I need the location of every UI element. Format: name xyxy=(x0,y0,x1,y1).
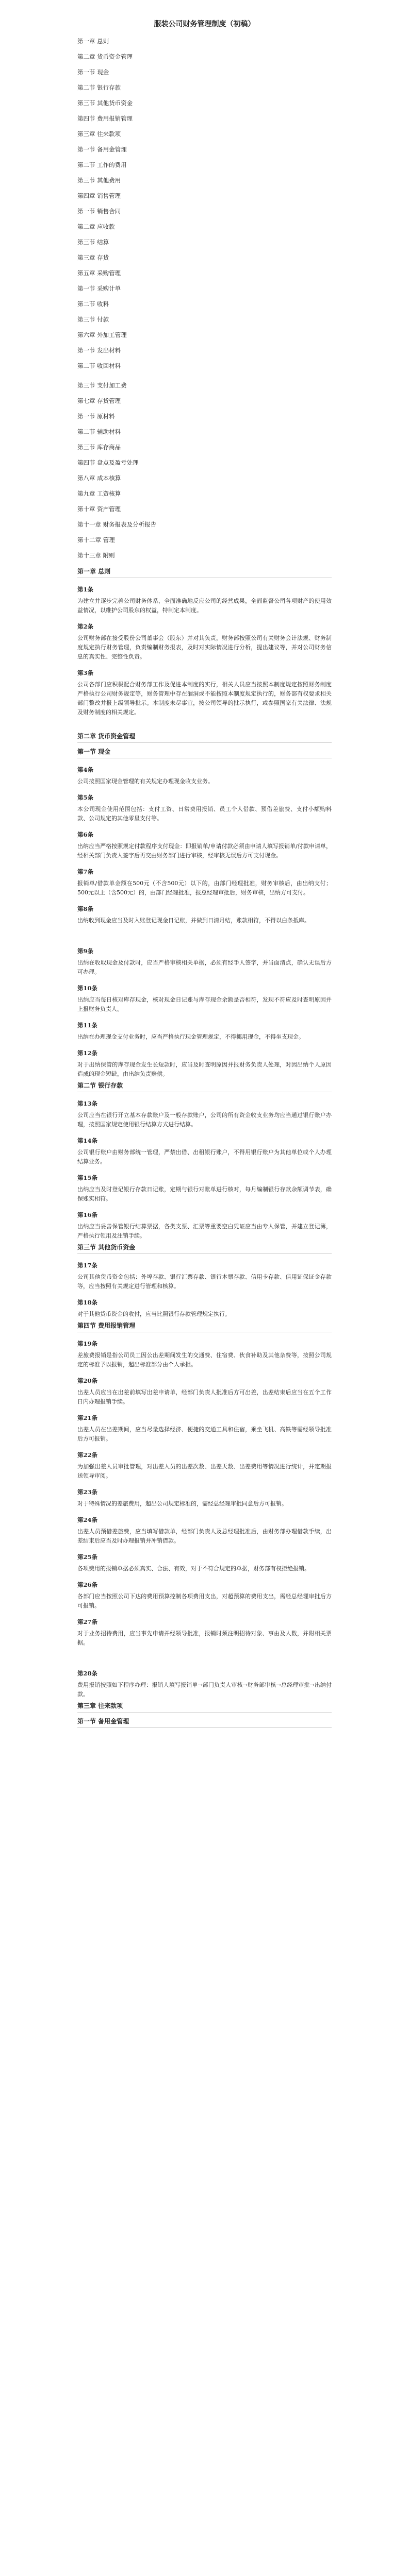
toc-item[interactable]: 第三节 其他货币资金 xyxy=(77,99,133,107)
article-text: 各项费用的报销单据必须真实、合法、有效，对于不符合规定的单据，财务部有权拒绝报销。 xyxy=(77,1565,310,1572)
article-text: 出纳应当及时登记银行存款日记账，定期与银行对账单进行核对，每月编制银行存款余额调节表，确保账实相符。 xyxy=(77,1186,332,1202)
toc-item[interactable]: 第三节 支付加工费 xyxy=(77,382,127,389)
article-text: 费用报销按照如下程序办理：报销人填写报销单→部门负责人审核→财务部审核→总经理审批→出纳付款。 xyxy=(77,1682,332,1698)
table-of-contents xyxy=(77,37,332,560)
article-label: 第1条 xyxy=(77,586,94,593)
toc-item[interactable]: 第二节 收回材料 xyxy=(77,362,121,369)
article-label: 第4条 xyxy=(77,766,94,773)
toc-item[interactable]: 第九章 工资核算 xyxy=(77,490,121,497)
article-label: 第8条 xyxy=(77,905,94,912)
document-body xyxy=(77,567,332,1728)
article-text: 对于特殊情况的差旅费用，超出公司规定标准的，需经总经理审批同意后方可报销。 xyxy=(77,1500,287,1507)
article-label: 第28条 xyxy=(77,1670,98,1677)
article-label: 第17条 xyxy=(77,1262,98,1269)
toc-item[interactable]: 第七章 存货管理 xyxy=(77,397,121,404)
article-label: 第9条 xyxy=(77,947,94,955)
article-label: 第22条 xyxy=(77,1451,98,1459)
document-title: 服装公司财务管理制度（初稿） xyxy=(154,20,255,28)
article-text: 公司银行账户由财务部统一管理，严禁出借、出租银行账户，不得用银行账户为其他单位或个人办理结算业务。 xyxy=(77,1149,332,1165)
article-label: 第6条 xyxy=(77,831,94,838)
article-text: 公司应当在银行开立基本存款账户及一般存款账户，公司的所有资金收支业务均应当通过银行账户办理，按照国家规定使用银行结算方式进行结算。 xyxy=(77,1112,332,1128)
toc-item[interactable]: 第三章 往来款项 xyxy=(77,130,121,138)
article-text: 为加强出差人员审批管理，对出差人员的出差次数、出差天数、出差费用等情况进行统计，并定期报送领导审阅。 xyxy=(77,1463,332,1479)
toc-item[interactable]: 第四节 盘点及盈亏处理 xyxy=(77,459,139,466)
article-text: 公司按照国家现金管理的有关规定办理现金收支业务。 xyxy=(77,778,214,785)
article-label: 第7条 xyxy=(77,868,94,875)
article-text: 出纳在收取现金及付款时，应当严格审核相关单据，必须有经手人签字，并当面清点，确认无误后方可办理。 xyxy=(77,959,332,975)
article-label: 第26条 xyxy=(77,1581,98,1588)
toc-item[interactable]: 第三节 库存商品 xyxy=(77,444,121,451)
section-heading: 第四节 费用报销管理 xyxy=(77,1321,332,1332)
toc-item[interactable]: 第一章 总则 xyxy=(77,38,109,45)
article-text: 公司各部门应积极配合财务部工作及促进本制度的实行，相关人员应当按照本制度规定按照财务制度严格执行公司财务规定等，财务管理中存在漏洞或不能按照本制度规定执行的，财务部有权要求相关部门整改并报上级领导批示。本制度未尽事宜，按公司领导的批示执行，或参照国家有关法律、法规及财务制度的相关规定。 xyxy=(77,681,332,716)
article-text: 出纳应当严格按照规定付款程序支付现金：即报销单/申请付款必须由申请人填写报销单/付款申请单，经相关部门负责人签字后再交由财务部门进行审核，经审核无误后方可支付现金。 xyxy=(77,843,332,859)
article-label: 第3条 xyxy=(77,669,94,676)
article-text: 公司其他货币资金包括：外埠存款、银行汇票存款、银行本票存款、信用卡存款、信用证保证金存款等，应当按照有关规定进行管理和核算。 xyxy=(77,1274,332,1290)
toc-item[interactable]: 第三节 结算 xyxy=(77,239,109,246)
chapter-heading: 第二章 货币资金管理 xyxy=(77,732,332,743)
article-label: 第12条 xyxy=(77,1049,98,1057)
chapter-heading: 第一章 总则 xyxy=(77,567,332,578)
article-label: 第24条 xyxy=(77,1516,98,1523)
article-text: 公司财务部在接受股份公司董事会（股东）并对其负责，财务部按照公司有关财务会计法规、财务制度规定执行财务管理，负责编制财务报表，及时对实际情况进行分析，提出建议等，并对公司财务信息的真实性、完整性负责。 xyxy=(77,635,332,660)
toc-item[interactable]: 第二节 收料 xyxy=(77,300,109,308)
article-text: 出纳应当妥善保管银行结算票据，各类支票、汇票等重要空白凭证应当由专人保管，并建立登记簿，严格执行领用及注销手续。 xyxy=(77,1223,332,1239)
toc-item[interactable]: 第一节 采购计单 xyxy=(77,285,121,292)
article-text: 出差人员在出差期间，应当尽量选择经济、便捷的交通工具和住宿，乘坐飞机、高铁等需经领导批准后方可报销。 xyxy=(77,1426,332,1442)
toc-item[interactable]: 第五章 采购管理 xyxy=(77,269,121,277)
toc-item[interactable]: 第一节 备用金管理 xyxy=(77,146,127,153)
toc-item[interactable]: 第十三章 附则 xyxy=(77,552,115,559)
section-heading: 第一节 备用金管理 xyxy=(77,1717,332,1728)
article-label: 第11条 xyxy=(77,1022,98,1029)
section-heading: 第二节 银行存款 xyxy=(77,1081,332,1092)
article-text: 各部门应当按照公司下达的费用预算控制各项费用支出，对超预算的费用支出，需经总经理审批后方可报销。 xyxy=(77,1593,332,1609)
toc-item[interactable]: 第三章 存货 xyxy=(77,254,109,261)
article-label: 第14条 xyxy=(77,1137,98,1144)
article-text: 对于出纳保管的库存现金发生长短款时，应当及时查明原因并报财务负责人处理，对因出纳个人原因造成的现金短缺，由出纳负责赔偿。 xyxy=(77,1061,332,1077)
toc-item[interactable]: 第二节 银行存款 xyxy=(77,84,121,91)
toc-item[interactable]: 第三节 其他费用 xyxy=(77,177,121,184)
toc-item[interactable]: 第三节 付款 xyxy=(77,316,109,323)
toc-item[interactable]: 第一节 发出材料 xyxy=(77,347,121,354)
article-label: 第15条 xyxy=(77,1174,98,1181)
toc-item[interactable]: 第八章 成本核算 xyxy=(77,474,121,482)
article-text: 差旅费报销是指公司员工因公出差期间发生的交通费、住宿费、伙食补助及其他杂费等，按照公司规定的标准予以报销，超出标准部分由个人承担。 xyxy=(77,1352,332,1368)
toc-item[interactable]: 第一节 现金 xyxy=(77,69,109,76)
toc-item[interactable]: 第十章 资产管理 xyxy=(77,505,121,513)
toc-item[interactable]: 第四节 费用报销管理 xyxy=(77,115,133,122)
article-label: 第2条 xyxy=(77,623,94,630)
article-text: 出纳应当每日核对库存现金，核对现金日记账与库存现金余额是否相符，发现不符应及时查明原因并上报财务负责人。 xyxy=(77,996,332,1012)
toc-item[interactable]: 第二节 工作的费用 xyxy=(77,161,127,168)
article-label: 第18条 xyxy=(77,1299,98,1306)
article-text: 出纳收到现金应当及时入账登记现金日记账，并做到日清月结，账款相符，不得以白条抵库。 xyxy=(77,917,310,924)
article-label: 第20条 xyxy=(77,1377,98,1384)
article-label: 第25条 xyxy=(77,1553,98,1561)
article-text: 出纳在办理现金支付业务时，应当严格执行现金管理规定，不得挪用现金，不得坐支现金。 xyxy=(77,1033,304,1040)
article-text: 对于其他货币资金的收付，应当比照银行存款管理规定执行。 xyxy=(77,1311,231,1317)
article-label: 第23条 xyxy=(77,1488,98,1496)
article-label: 第5条 xyxy=(77,794,94,801)
article-label: 第13条 xyxy=(77,1100,98,1107)
article-text: 为建立并逐步完善公司财务体系，全面准确地反应公司的经营成果，全面监督公司各项财产的使用效益情况，以维护公司股东的权益，特制定本制度。 xyxy=(77,598,332,614)
article-label: 第19条 xyxy=(77,1340,98,1347)
article-text: 本公司现金使用范围包括：支付工资、日常费用报销、员工个人借款、预借差旅费、支付小额购料款、公司规定的其他零星支付等。 xyxy=(77,806,332,822)
toc-item[interactable]: 第一节 原材料 xyxy=(77,413,115,420)
toc-item[interactable]: 第十二章 管理 xyxy=(77,536,115,544)
toc-item[interactable]: 第二节 辅助材料 xyxy=(77,428,121,435)
article-text: 出差人员应当在出差前填写出差申请单，经部门负责人批准后方可出差，出差结束后应当在五个工作日内办理报销手续。 xyxy=(77,1389,332,1405)
article-label: 第27条 xyxy=(77,1618,98,1625)
toc-item[interactable]: 第四章 销售管理 xyxy=(77,192,121,199)
section-heading: 第三节 其他货币资金 xyxy=(77,1243,332,1254)
toc-item[interactable]: 第一节 销售合同 xyxy=(77,208,121,215)
article-text: 报销单/借款单金额在500元（不含500元）以下的，由部门经理批准，财务审核后，由出纳支付；500元以上（含500元）的，由部门经理批准，报总经理审批后，财务审核，出纳方可支付。 xyxy=(77,880,332,896)
chapter-heading: 第三章 往来款项 xyxy=(77,1701,332,1713)
toc-item[interactable]: 第二章 应收款 xyxy=(77,223,115,230)
toc-item[interactable]: 第十一章 财务报表及分析报告 xyxy=(77,521,157,528)
article-label: 第10条 xyxy=(77,985,98,992)
toc-item[interactable]: 第二章 货币资金管理 xyxy=(77,53,133,60)
article-text: 对于业务招待费用，应当事先申请并经领导批准，报销时须注明招待对象、事由及人数，并附相关票据。 xyxy=(77,1630,332,1646)
toc-item[interactable]: 第六章 外加工管理 xyxy=(77,331,127,338)
article-label: 第21条 xyxy=(77,1414,98,1421)
section-heading: 第一节 现金 xyxy=(77,747,332,758)
article-label: 第16条 xyxy=(77,1211,98,1218)
article-text: 出差人员预借差旅费，应当填写借款单，经部门负责人及总经理批准后，由财务部办理借款手续，出差结束后应当及时办理报销并冲销借款。 xyxy=(77,1528,332,1544)
